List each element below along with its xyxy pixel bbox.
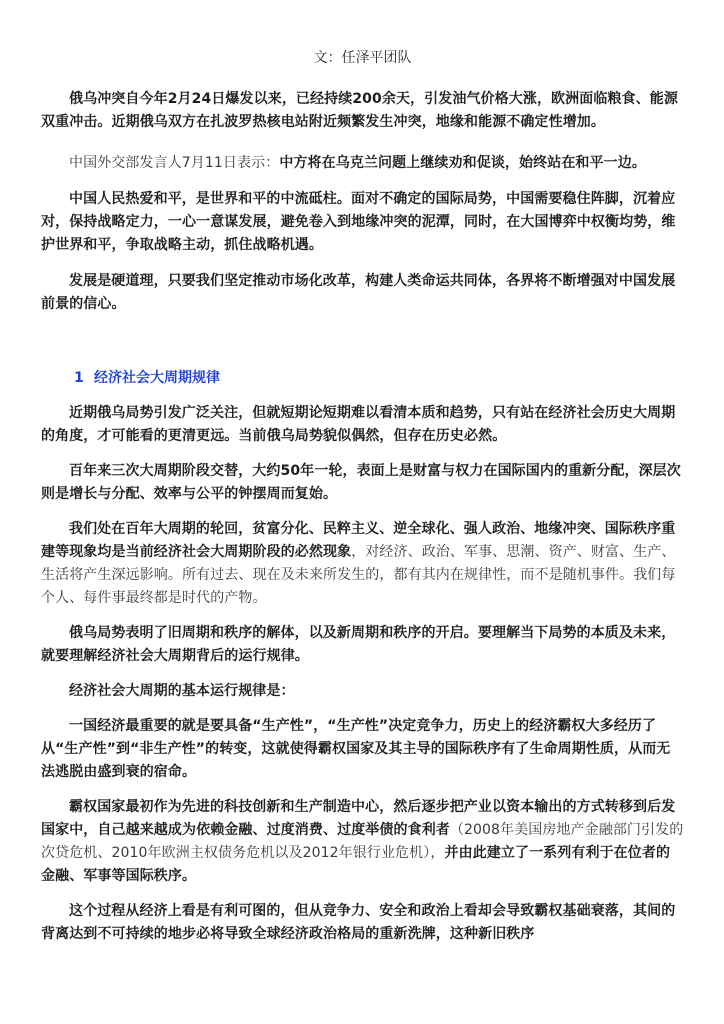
- section-paragraph-4: [41, 622, 684, 668]
- section-paragraph-7: [41, 796, 684, 888]
- section-number: 1: [74, 370, 84, 386]
- intro-paragraph-2-quote: 中方将在乌克兰问题上继续劝和促谈，始终站在和平一边。: [279, 155, 646, 171]
- section-paragraph-3-rest: ，对经济、政治、军事、思潮、资产、财富、生产、生活将产生深远影响。所有过去、现在及未来所发生的，都有其内在规律性，而不是随机事件。我们每个人、每件事最终都是时代的产物。: [41, 544, 676, 606]
- section-paragraph-3-lead: 我们处在百年大周期的轮回，贫富分化、民粹主义、逆全球化、强人政治、地缘冲突、国际秩序重建等现象均是当前经济社会大周期阶段的必然现象: [41, 521, 676, 560]
- byline: 文：任泽平团队: [313, 50, 412, 66]
- section-paragraph-6-text: 一国经济最重要的就是要具备“生产性”，“生产性”决定竞争力，历史上的经济霸权大多经历了从“生产性”到“非生产性”的转变，这就使得霸权国家及其主导的国际秩序有了生命周期性质，从而无法逃脱由盛到衰的宿命。: [41, 718, 671, 780]
- intro-paragraph-4: [41, 270, 684, 316]
- intro-paragraph-2-lead: 中国外交部发言人7月11日表示：: [69, 155, 280, 171]
- section-paragraph-1-text: 近期俄乌局势引发广泛关注，但就短期论短期难以看清本质和趋势，只有站在经济社会历史大周期的角度，才可能看的更清更远。当前俄乌局势貌似偶然，但存在历史必然。: [41, 405, 676, 444]
- section-paragraph-3: [41, 518, 684, 610]
- section-paragraph-1: [41, 402, 684, 448]
- section-paragraph-8-text: 这个过程从经济上看是有利可图的，但从竞争力、安全和政治上看却会导致霸权基础衰落，其间的背离达到不可持续的地步必将导致全球经济政治格局的重新洗牌，这种新旧秩序: [41, 903, 676, 942]
- section-paragraph-6: [41, 715, 684, 784]
- section-paragraph-2-text: 百年来三次大周期阶段交替，大约50年一轮，表面上是财富与权力在国际国内的重新分配，深层次则是增长与分配、效率与公平的钟摆周而复始。: [41, 463, 681, 502]
- section-paragraph-8: [41, 900, 684, 946]
- section-title: 经济社会大周期规律: [94, 370, 220, 386]
- intro-paragraph-1: [41, 88, 684, 134]
- section-paragraph-5: [41, 680, 684, 703]
- intro-paragraph-3: [41, 188, 684, 257]
- section-paragraph-5-text: 经济社会大周期的基本运行规律是：: [69, 683, 295, 699]
- section-paragraph-7-note: （2008年美国房地产金融部门引发的次贷危机、2010年欧洲主权债务危机以及2012年银行业危机），: [41, 822, 684, 861]
- section-paragraph-2: [41, 460, 684, 506]
- intro-paragraph-1-text: 俄乌冲突自今年2月24日爆发以来，已经持续200余天，引发油气价格大涨，欧洲面临粮食、能源双重冲击。近期俄乌双方在扎波罗热核电站附近频繁发生冲突，地缘和能源不确定性增加。: [41, 91, 678, 130]
- intro-paragraph-3-text: 中国人民热爱和平，是世界和平的中流砥柱。面对不确定的国际局势，中国需要稳住阵脚，沉着应对，保持战略定力，一心一意谋发展，避免卷入到地缘冲突的泥潭，同时，在大国博弈中权衡均势，维护世界和平，争取战略主动，抓住战略机遇。: [41, 191, 676, 253]
- section-paragraph-7-lead: 霸权国家最初作为先进的科技创新和生产制造中心，然后逐步把产业以资本输出的方式转移到后发国家中，自己越来越成为依赖金融、过度消费、过度举债的食利者: [41, 799, 676, 838]
- section-paragraph-4-text: 俄乌局势表明了旧周期和秩序的解体，以及新周期和秩序的开启。要理解当下局势的本质及未来，就要理解经济社会大周期背后的运行规律。: [41, 625, 676, 664]
- section-heading: [41, 368, 684, 388]
- intro-paragraph-2: [41, 152, 684, 175]
- section-paragraph-7-tail: 并由此建立了一系列有利于在位者的金融、军事等国际秩序。: [41, 845, 671, 884]
- intro-paragraph-4-text: 发展是硬道理，只要我们坚定推动市场化改革，构建人类命运共同体，各界将不断增强对中国发展前景的信心。: [41, 273, 676, 312]
